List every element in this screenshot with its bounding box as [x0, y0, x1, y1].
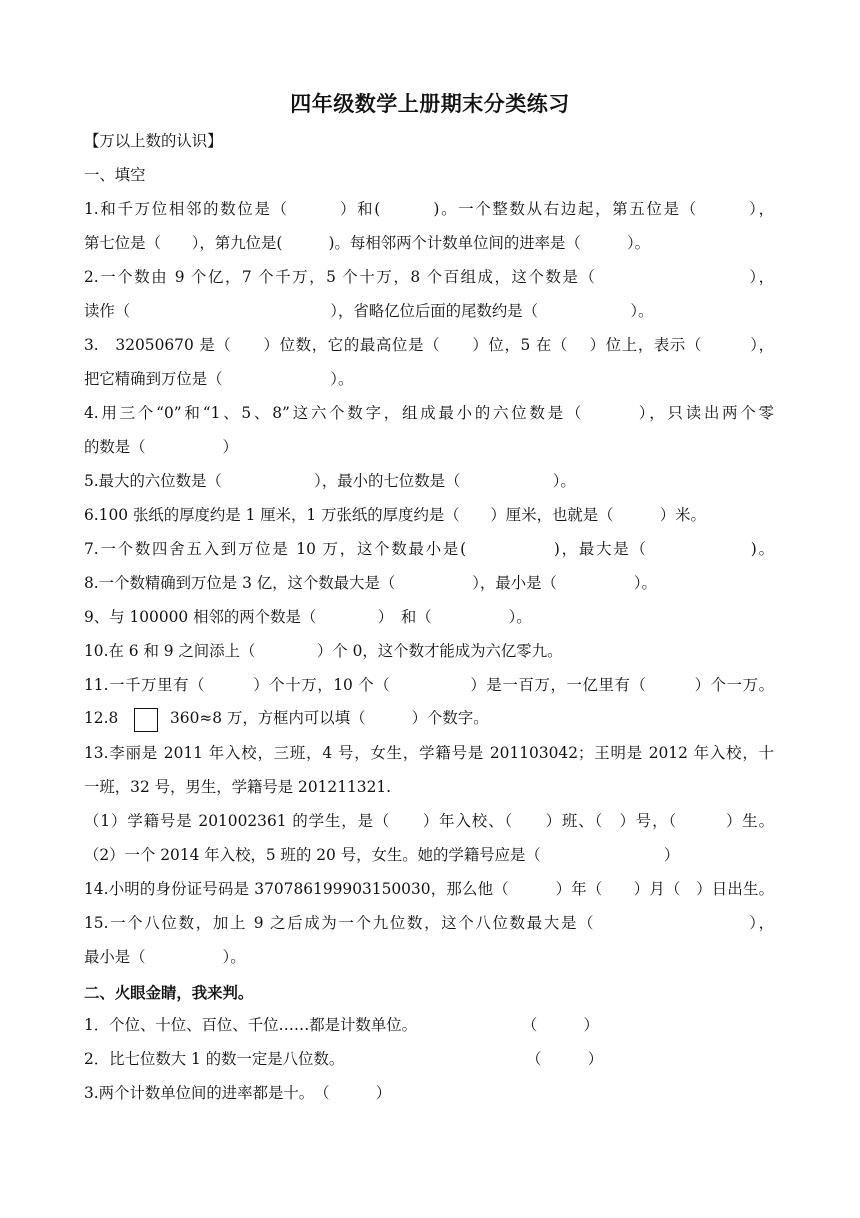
question-line: 7.一个数四舍五入到万位是 10 万，这个数最小是( )，最大是（ )。 [84, 540, 774, 558]
question-line: 一班，32 号，男生，学籍号是 201211321. [84, 778, 392, 796]
question-line: 第七位是（ ），第九位是( )。每相邻两个计数单位间的进率是（ ）。 [84, 234, 651, 252]
question-line: 4.用三个“0”和“1、5、8”这六个数字，组成最小的六位数是（ ），只读出两个零 [84, 404, 774, 422]
question-line: 3. 32050670 是（ ）位数，它的最高位是（ ）位，5 在（ ）位上，表示（ ）， [84, 336, 774, 354]
question-line: 14.小明的身份证号码是 370786199903150030，那么他（ ）年（ ）月（ ）日出生。 [84, 880, 774, 898]
question-line: 把它精确到万位是（ ）。 [84, 370, 354, 388]
question-line: 11.一千万里有（ ）个十万，10 个（ ）是一百万，一亿里有（ ）个一万。 [84, 676, 774, 694]
question-line: 2.一个数由 9 个亿，7 个千万，5 个十万，8 个百组成，这个数是（ ）， [84, 268, 774, 286]
question-line: 6.100 张纸的厚度约是 1 厘米，1 万张纸的厚度约是（ ）厘米，也就是（ ）米。 [84, 506, 706, 524]
judge-item: 1．个位、十位、百位、千位……都是计数单位。 （ ） [84, 1016, 599, 1034]
question-line: 9、与 100000 相邻的两个数是（ ） 和（ ）。 [84, 608, 532, 626]
part2-heading: 二、火眼金睛，我来判。 [84, 984, 254, 1002]
question-line: 15.一个八位数，加上 9 之后成为一个九位数，这个八位数最大是（ ）， [84, 914, 774, 932]
question-line: 的数是（ ） [84, 438, 238, 456]
answer-box [134, 708, 158, 732]
section-header: 【万以上数的认识】 [84, 132, 223, 150]
question-line: 读作（ ），省略亿位后面的尾数约是（ ）。 [84, 302, 654, 320]
question-line: 最小是（ ）。 [84, 948, 246, 966]
question-12-prefix: 12.8 [84, 709, 119, 727]
page-title: 四年级数学上册期末分类练习 [290, 92, 570, 116]
question-12-suffix: 360≈8 万，方框内可以填（ ）个数字。 [170, 709, 489, 727]
question-line: （1）学籍号是 201002361 的学生，是（ ）年入校、（ ）班、（ ）号，（ ）生。 [84, 812, 774, 830]
judge-item: 3.两个计数单位间的进率都是十。 （ ） [84, 1084, 392, 1102]
question-line: 5.最大的六位数是（ ），最小的七位数是（ ）。 [84, 472, 576, 490]
question-line: 13.李丽是 2011 年入校，三班，4 号，女生，学籍号是 201103042；王明是 2012 年入校，十 [84, 744, 774, 762]
question-line: 8.一个数精确到万位是 3 亿，这个数最大是（ ），最小是（ ）。 [84, 574, 657, 592]
question-line: 1.和千万位相邻的数位是（ ）和( )。一个整数从右边起，第五位是（ ）， [84, 200, 774, 218]
question-line: 10.在 6 和 9 之间添上（ ）个 0，这个数才能成为六亿零九。 [84, 642, 563, 660]
question-line: （2）一个 2014 年入校，5 班的 20 号，女生。她的学籍号应是（ ） [84, 846, 680, 864]
part1-heading: 一、填空 [84, 166, 146, 184]
judge-item: 2．比七位数大 1 的数一定是八位数。 （ ） [84, 1050, 604, 1068]
